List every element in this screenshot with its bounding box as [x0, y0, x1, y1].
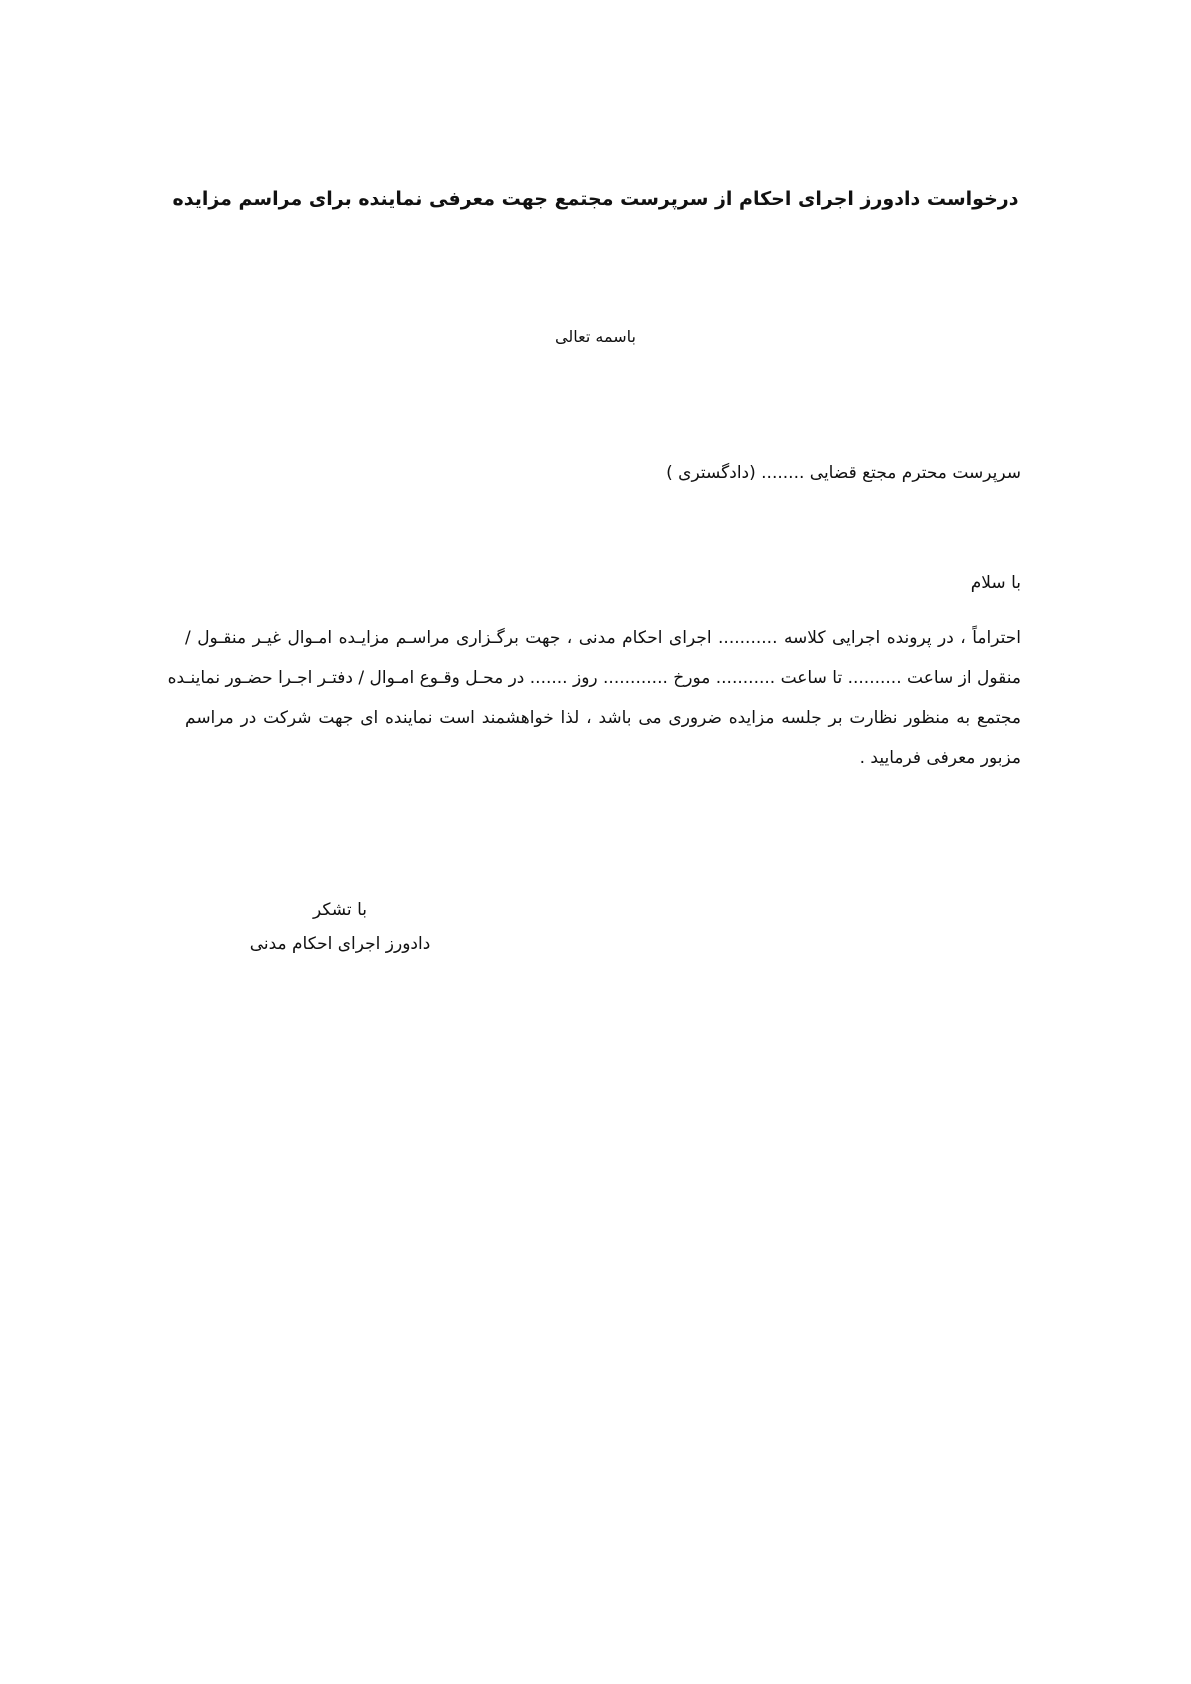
signatory-title: دادورز اجرای احکام مدنی — [249, 934, 431, 954]
greeting-line: با سلام — [970, 573, 1021, 593]
body-line: منقول از ساعت .......... تا ساعت ........... مورخ ............ روز ....... در محـل وقـوع امـوال / دفتـر اجـرا حضـور نماینـده — [167, 668, 1021, 688]
closing-thanks: با تشکر — [313, 900, 367, 920]
document-title: درخواست دادورز اجرای احکام از سرپرست مجتمع جهت معرفی نماینده برای مراسم مزایده — [172, 188, 1019, 210]
body-line: مجتمع به منظور نظارت بر جلسه مزایده ضروری می باشد ، لذا خواهشمند است نماینده ای جهت شرکت در مراسم — [185, 708, 1021, 728]
body-line: احتراماً ، در پرونده اجرایی کلاسه ........... اجرای احکام مدنی ، جهت برگـزاری مراسـم مزایـده امـوال غیـر منقـول / — [185, 628, 1021, 648]
body-line: مزبور معرفی فرمایید . — [859, 748, 1021, 768]
addressee-line: سرپرست محترم مجتع قضایی ........ (دادگستری ) — [666, 463, 1021, 483]
letter-body — [167, 618, 1021, 778]
closing-block — [240, 893, 440, 961]
basmala-heading: باسمه تعالی — [555, 327, 636, 346]
